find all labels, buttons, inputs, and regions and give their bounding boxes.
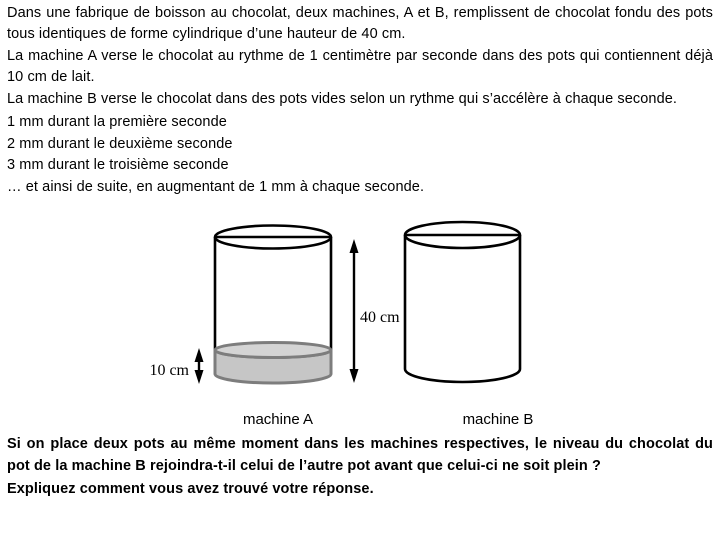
machine-b-paragraph: La machine B verse le chocolat dans des pots vides selon un rythme qui s’accélère à chaque seconde.	[7, 91, 678, 107]
height-arrow-up-head	[350, 239, 359, 253]
milk-arrow-down-head	[195, 370, 204, 384]
rate-line-3: 3 mm durant le troisième seconde	[7, 157, 229, 173]
machine-a-milk-surface	[215, 343, 331, 358]
pots-diagram	[7, 212, 713, 432]
machine-a-cylinder	[215, 226, 331, 383]
instruction-text: Expliquez comment vous avez trouvé votre réponse.	[7, 481, 374, 497]
machine-b-label: machine B	[462, 411, 534, 428]
milk-arrow-up-head	[195, 348, 204, 362]
pot-height-measure	[350, 239, 401, 383]
rate-list	[7, 112, 713, 198]
machine-b-bottom-arc	[405, 369, 520, 382]
machine-a-label: machine A	[242, 411, 314, 428]
milk-label: 10 cm	[149, 362, 189, 379]
milk-height-measure	[149, 348, 203, 384]
machine-a-paragraph: La machine A verse le chocolat au rythme de 1 centimètre par seconde dans des pots qui contiennent déjà 10 cm de lait.	[7, 48, 713, 85]
machine-b-cylinder	[405, 222, 520, 382]
rate-line-2: 2 mm durant le deuxième seconde	[7, 135, 233, 152]
height-label: 40 cm	[360, 309, 400, 326]
height-arrow-down-head	[350, 369, 359, 383]
question-text: Si on place deux pots au même moment dans les machines respectives, le niveau du chocolat du pot de la machine B rejoindra-t-il celui de l’autre pot avant que celui-ci ne soit plein ?	[7, 436, 713, 474]
rate-line-etc: … et ainsi de suite, en augmentant de 1 mm à chaque seconde.	[7, 178, 425, 195]
intro-paragraph: Dans une fabrique de boisson au chocolat, deux machines, A et B, remplissent de chocolat fondu des pots tous identiques de forme cylindrique d’une hauteur de 40 cm.	[7, 5, 713, 42]
rate-line-1: 1 mm durant la première seconde	[7, 114, 227, 130]
